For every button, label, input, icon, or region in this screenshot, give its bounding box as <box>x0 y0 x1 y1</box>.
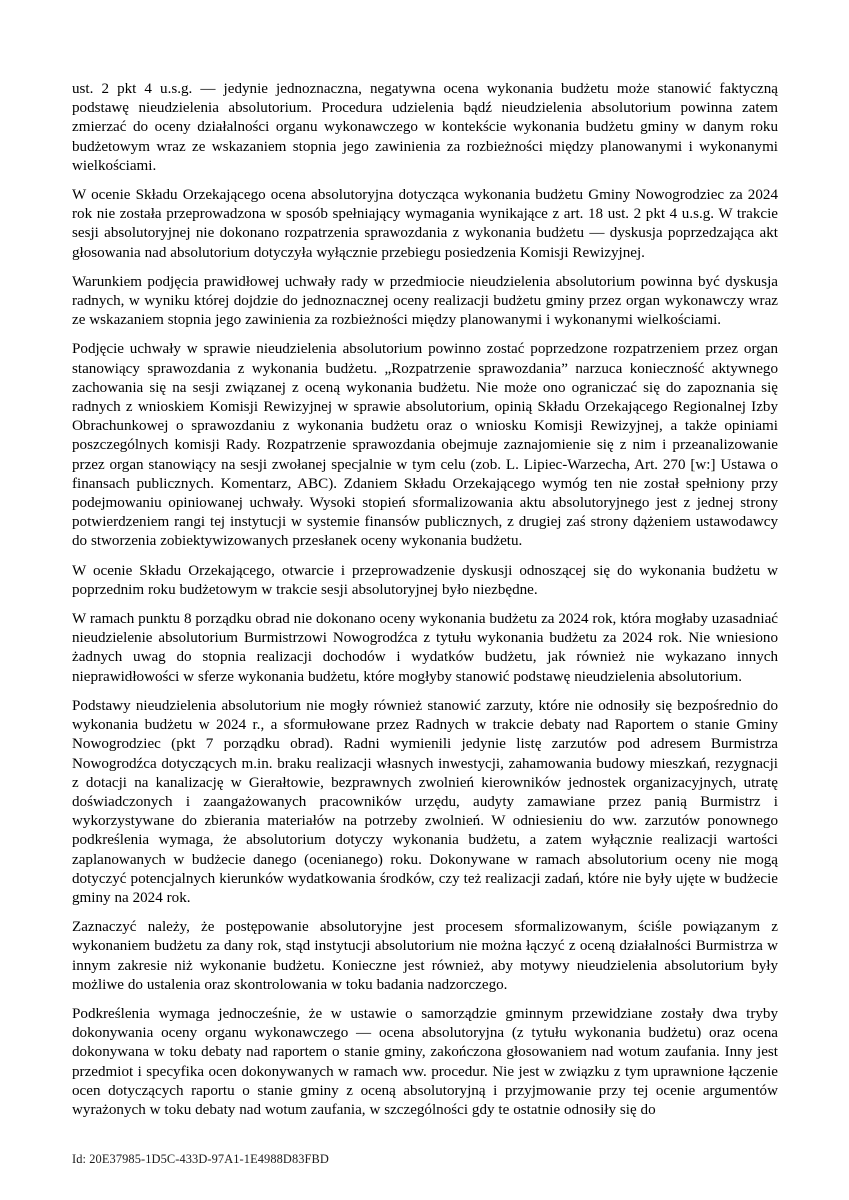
paragraph-2: W ocenie Składu Orzekającego ocena absolutoryjna dotycząca wykonania budżetu Gminy Nowogrodziec za 2024 rok nie została przeprowadzona w sposób spełniający wymagania wynikające z art. 18 ust. 2 pkt 4 u.s.g. W trakcie sesji absolutoryjnej nie dokonano rozpatrzenia sprawozdania z wykonania budżetu — dyskusja poprzedzająca akt głosowania nad absolutorium dotyczyła wyłącznie przebiegu posiedzenia Komisji Rewizyjnej. <box>72 187 778 261</box>
document-text-body <box>72 80 778 1120</box>
paragraph-1: ust. 2 pkt 4 u.s.g. — jedynie jednoznaczna, negatywna ocena wykonania budżetu może stanowić faktyczną podstawę nieudzielenia absolutorium. Procedura udzielenia bądź nieudzielenia absolutorium powinna zatem zmierzać do oceny działalności organu wykonawczego w kontekście wykonania budżetu gminy w danym roku budżetowym wraz ze wskazaniem stopnia jego zawinienia za rozbieżności między planowanymi i wykonanymi wielkościami. <box>72 81 778 174</box>
paragraph-4: Podjęcie uchwały w sprawie nieudzielenia absolutorium powinno zostać poprzedzone rozpatrzeniem przez organ stanowiący sprawozdania z wykonania budżetu. „Rozpatrzenie sprawozdania” narzuca konieczność aktywnego zachowania się na sesji związanej z oceną wykonania budżetu. Nie może ono ograniczać się do zapoznania się radnych z wnioskiem Komisji Rewizyjnej w sprawie absolutorium, opinią Składu Orzekającego Regionalnej Izby Obrachunkowej o sprawozdaniu z wykonania budżetu oraz o wniosku Komisji Rewizyjnej, a także opiniami poszczególnych komisji Rady. Rozpatrzenie sprawozdania obejmuje zaznajomienie się z nim i przeanalizowanie przez organ stanowiący na sesji zwołanej specjalnie w tym celu (zob. L. Lipiec-Warzecha, Art. 270 [w:] Ustawa o finansach publicznych. Komentarz, ABC). Zdaniem Składu Orzekającego wymóg ten nie został spełniony przy podejmowaniu opiniowanej uchwały. Wysoki stopień sformalizowania aktu absolutoryjnego jest z jednej strony potwierdzeniem rangi tej instytucji w systemie finansów publicznych, z drugiej zaś strony dążeniem ustawodawcy do stworzenia zobiektywizowanych przesłanek oceny wykonania budżetu. <box>72 341 778 550</box>
paragraph-9: Podkreślenia wymaga jednocześnie, że w ustawie o samorządzie gminnym przewidziane zostały dwa tryby dokonywania oceny organu wykonawczego — ocena absolutoryjna (z tytułu wykonania budżetu) oraz ocena dokonywana w toku debaty nad raportem o stanie gminy, zakończona głosowaniem nad wotum zaufania. Inny jest przedmiot i specyfika ocen dokonywanych w ramach ww. procedur. Nie jest w związku z tym uprawnione łączenie ocen dotyczących raportu o stanie gminy z oceną absolutoryjną i przyjmowanie przy tej ocenie argumentów wyrażonych w toku debaty nad wotum zaufania, w szczególności gdy te ostatnie odnosiły się do <box>72 1005 778 1118</box>
paragraph-3: Warunkiem podjęcia prawidłowej uchwały rady w przedmiocie nieudzielenia absolutorium powinna być dyskusja radnych, w wyniku której dojdzie do jednoznacznej oceny realizacji budżetu gminy przez organ wykonawczy wraz ze wskazaniem stopnia jego zawinienia za rozbieżności między planowanymi i wykonanymi wielkościami. <box>72 273 778 329</box>
document-id-footer: Id: 20E37985-1D5C-433D-97A1-1E4988D83FBD <box>72 1152 329 1166</box>
paragraph-8: Zaznaczyć należy, że postępowanie absolutoryjne jest procesem sformalizowanym, ściśle powiązanym z wykonaniem budżetu za dany rok, stąd instytucji absolutorium nie można łączyć z oceną działalności Burmistrza w innym zakresie niż wykonanie budżetu. Konieczne jest również, aby motywy nieudzielenia absolutorium były możliwe do ustalenia oraz skontrolowania w toku badania nadzorczego. <box>72 919 778 993</box>
paragraph-6: W ramach punktu 8 porządku obrad nie dokonano oceny wykonania budżetu za 2024 rok, która mogłaby uzasadniać nieudzielenie absolutorium Burmistrzowi Nowogrodźca z tytułu wykonania budżetu za 2024 rok. Nie wniesiono żadnych uwag do stopnia realizacji dochodów i wydatków budżetu, jak również nie wykazano innych nieprawidłowości w sferze wykonania budżetu, które mogłyby stanowić podstawę nieudzielenia absolutorium. <box>72 611 778 685</box>
paragraph-5: W ocenie Składu Orzekającego, otwarcie i przeprowadzenie dyskusji odnoszącej się do wykonania budżetu w poprzednim roku budżetowym w trakcie sesji absolutoryjnej było niezbędne. <box>72 562 778 598</box>
paragraph-7: Podstawy nieudzielenia absolutorium nie mogły również stanowić zarzuty, które nie odnosiły się bezpośrednio do wykonania budżetu w 2024 r., a sformułowane przez Radnych w trakcie debaty nad Raportem o stanie Gminy Nowogrodziec (pkt 7 porządku obrad). Radni wymienili jedynie listę zarzutów pod adresem Burmistrza Nowogrodźca dotyczących m.in. braku realizacji własnych inwestycji, zahamowania budowy mieszkań, rezygnacji z dotacji na kanalizację w Gierałtowie, bezprawnych zwolnień kierowników jednostek organizacyjnych, utratę doświadczonych i zaangażowanych pracowników urzędu, audyty zamawiane przez panią Burmistrz i wykorzystywane do zbierania materiałów na potrzeby zwolnień. W odniesieniu do ww. zarzutów ponownego podkreślenia wymaga, że absolutorium dotyczy wykonania budżetu, a zatem wyłącznie realizacji wartości zaplanowanych w budżecie danego (ocenianego) roku. Dokonywane w ramach absolutorium oceny nie mogą dotyczyć potencjalnych kierunków wydatkowania środków, czy też realizacji zadań, które nie były ujęte w budżecie gminy na 2024 rok. <box>72 697 778 906</box>
